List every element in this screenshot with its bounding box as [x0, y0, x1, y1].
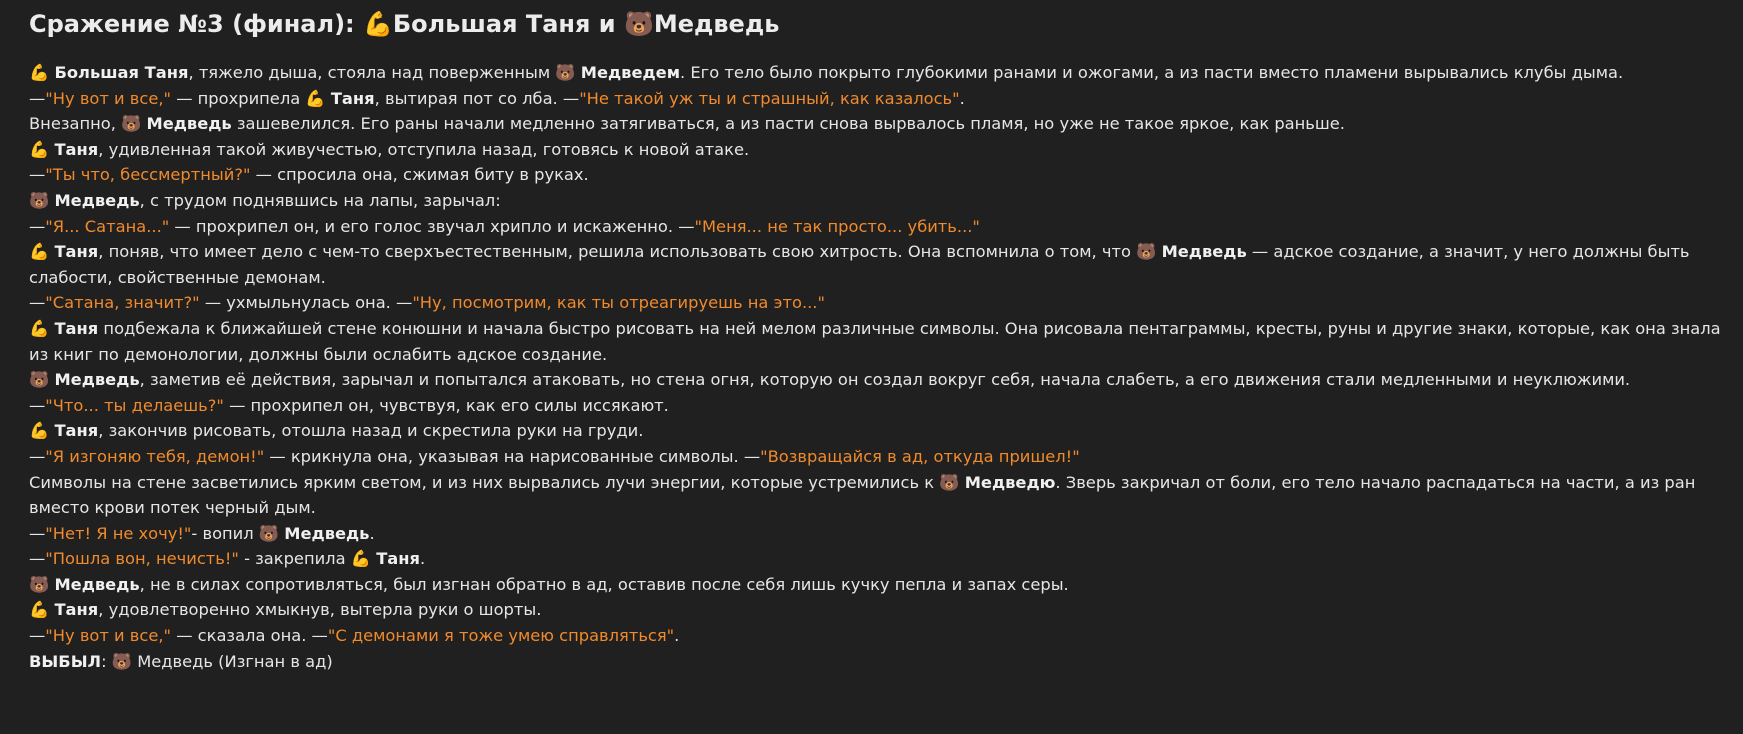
narration-text: зашевелился. Его раны начали медленно затягиваться, а из пасти снова вырвалось пламя, но уже не такое яркое, как раньше.: [231, 114, 1345, 134]
narration-text: —: [29, 523, 46, 543]
narration-text: , не в силах сопротивляться, был изгнан обратно в ад, оставив после себя лишь кучку пепла и запах серы.: [139, 574, 1069, 594]
battle-log: [29, 0, 1729, 674]
narration-text: —: [29, 549, 46, 569]
dialogue-quote: "Ты что, бессмертный?": [45, 165, 251, 185]
dialogue-quote: "Что... ты делаешь?": [45, 395, 224, 415]
narration-text: — крикнула она, указывая на нарисованные символы. —: [264, 446, 761, 466]
narration-text: —: [29, 395, 46, 415]
narration-text: , тяжело дыша, стояла над поверженным 🐻: [188, 63, 581, 82]
character-name: Медведь: [284, 523, 370, 543]
narration-text: 🐻: [29, 190, 55, 210]
battle-title: Сражение №3 (финал): 💪Большая Таня и 🐻Медведь: [29, 10, 780, 38]
narration-text: : 🐻 Медведь (Изгнан в ад): [101, 651, 333, 671]
narration-text: Внезапно, 🐻: [29, 114, 147, 134]
narration-text: , поняв, что имеет дело с чем-то сверхъестественным, решила использовать свою хитрость. Она вспомнила о том, что 🐻: [98, 242, 1162, 262]
story-line: [29, 444, 1729, 470]
story-line: [29, 572, 1729, 598]
narration-text: 💪: [29, 139, 55, 159]
narration-text: —: [29, 165, 46, 185]
narration-text: , вытирая пот со лба. —: [374, 88, 580, 108]
narration-text: , с трудом поднявшись на лапы, зарычал:: [139, 190, 501, 210]
story-line: [29, 470, 1729, 521]
character-name: Таня: [54, 421, 99, 441]
character-name: Таня: [330, 88, 375, 108]
story-line: [29, 162, 1729, 188]
narration-text: 💪: [29, 242, 55, 262]
dialogue-quote: "Ну вот и все,": [45, 626, 172, 646]
story-line: [29, 649, 1729, 675]
dialogue-quote: "Сатана, значит?": [45, 293, 200, 313]
narration-text: —: [29, 626, 46, 646]
story-line: [29, 521, 1729, 547]
dialogue-quote: "Ну вот и все,": [45, 88, 172, 108]
dialogue-quote: "Я... Сатана...": [45, 216, 170, 236]
character-name: Таня: [54, 318, 99, 338]
narration-text: — прохрипел он, чувствуя, как его силы иссякают.: [223, 395, 669, 415]
story-line: [29, 316, 1729, 367]
story-line: [29, 393, 1729, 419]
character-name: Таня: [54, 600, 99, 620]
dialogue-quote: "Нет! Я не хочу!": [45, 523, 192, 543]
narration-text: — сказала она. —: [171, 626, 328, 646]
character-name: Таня: [54, 139, 99, 159]
dialogue-quote: "Я изгоняю тебя, демон!": [45, 446, 265, 466]
narration-text: —: [29, 88, 46, 108]
story-line: [29, 623, 1729, 649]
character-name: Медведь: [54, 574, 140, 594]
narration-text: 💪: [29, 63, 55, 82]
narration-text: —: [29, 216, 46, 236]
narration-text: , удивленная такой живучестью, отступила назад, готовясь к новой атаке.: [98, 139, 750, 159]
narration-text: .: [419, 549, 426, 569]
dialogue-quote: "Меня... не так просто... убить...": [694, 216, 980, 236]
story-line: [29, 137, 1729, 163]
narration-text: . Зверь закричал от боли, его тело начало распадаться на части, а из ран вместо крови потек черный дым.: [29, 472, 1696, 518]
narration-text: —: [29, 293, 46, 313]
narration-text: 💪: [29, 421, 55, 441]
narration-text: — ухмыльнулась она. —: [199, 293, 413, 313]
dialogue-quote: "Возвращайся в ад, откуда пришел!": [760, 446, 1080, 466]
story-line: [29, 214, 1729, 240]
narration-text: .: [369, 523, 375, 543]
character-name: Медведь: [54, 370, 140, 390]
narration-text: - вопил 🐻: [191, 523, 285, 543]
story-line: [29, 60, 1729, 86]
story-line: [29, 188, 1729, 214]
narration-text: подбежала к ближайшей стене конюшни и начала быстро рисовать на ней мелом различные символы. Она рисовала пентаграммы, кресты, руны и другие знаки, которые, как она знала из книг по демонологии, должны были ослабить адское создание.: [29, 318, 1721, 364]
narration-text: 💪: [29, 600, 55, 620]
narration-text: — адское создание, а значит, у него должны быть слабости, свойственные демонам.: [29, 242, 1690, 287]
narration-text: —: [29, 446, 46, 466]
story-line: [29, 111, 1729, 137]
story-body: [29, 60, 1729, 674]
character-name: Медведь: [1161, 242, 1247, 262]
character-name: Таня: [376, 549, 420, 569]
narration-text: 🐻: [29, 370, 55, 390]
character-name: Медведем: [580, 63, 681, 82]
narration-text: . Его тело было покрыто глубокими ранами и ожогами, а из пасти вместо пламени вырывались клубы дыма.: [680, 63, 1624, 82]
story-line: [29, 597, 1729, 623]
narration-text: 🐻: [29, 574, 55, 594]
narration-text: 💪: [29, 318, 55, 338]
story-line: [29, 86, 1729, 112]
character-name: Медведь: [146, 114, 232, 134]
character-name: Большая Таня: [54, 63, 189, 82]
narration-text: — прохрипела 💪: [171, 88, 331, 108]
narration-text: - закрепила 💪: [238, 549, 377, 569]
story-line: [29, 239, 1729, 290]
dialogue-quote: "Ну, посмотрим, как ты отреагируешь на это...": [412, 293, 825, 313]
character-name: Таня: [54, 242, 99, 262]
story-line: [29, 546, 1729, 572]
character-name: Медведь: [54, 190, 140, 210]
narration-text: .: [674, 626, 680, 646]
narration-text: , закончив рисовать, отошла назад и скрестила руки на груди.: [98, 421, 644, 441]
narration-text: , удовлетворенно хмыкнув, вытерла руки о шорты.: [98, 600, 542, 620]
story-line: [29, 367, 1729, 393]
character-name: ВЫБЫЛ: [29, 651, 102, 671]
story-line: [29, 418, 1729, 444]
narration-text: .: [959, 88, 965, 108]
dialogue-quote: "С демонами я тоже умею справляться": [327, 626, 675, 646]
dialogue-quote: "Пошла вон, нечисть!": [45, 549, 239, 569]
narration-text: Символы на стене засветились ярким светом, и из них вырвались лучи энергии, которые устремились к 🐻: [29, 472, 965, 492]
dialogue-quote: "Не такой уж ты и страшный, как казалось": [579, 88, 960, 108]
narration-text: — спросила она, сжимая биту в руках.: [250, 165, 589, 185]
narration-text: , заметив её действия, зарычал и попытался атаковать, но стена огня, которую он создал вокруг себя, начала слабеть, а его движения стали медленными и неуклюжими.: [139, 370, 1631, 390]
character-name: Медведю: [964, 472, 1056, 492]
story-line: [29, 290, 1729, 316]
narration-text: — прохрипел он, и его голос звучал хрипло и искаженно. —: [169, 216, 695, 236]
